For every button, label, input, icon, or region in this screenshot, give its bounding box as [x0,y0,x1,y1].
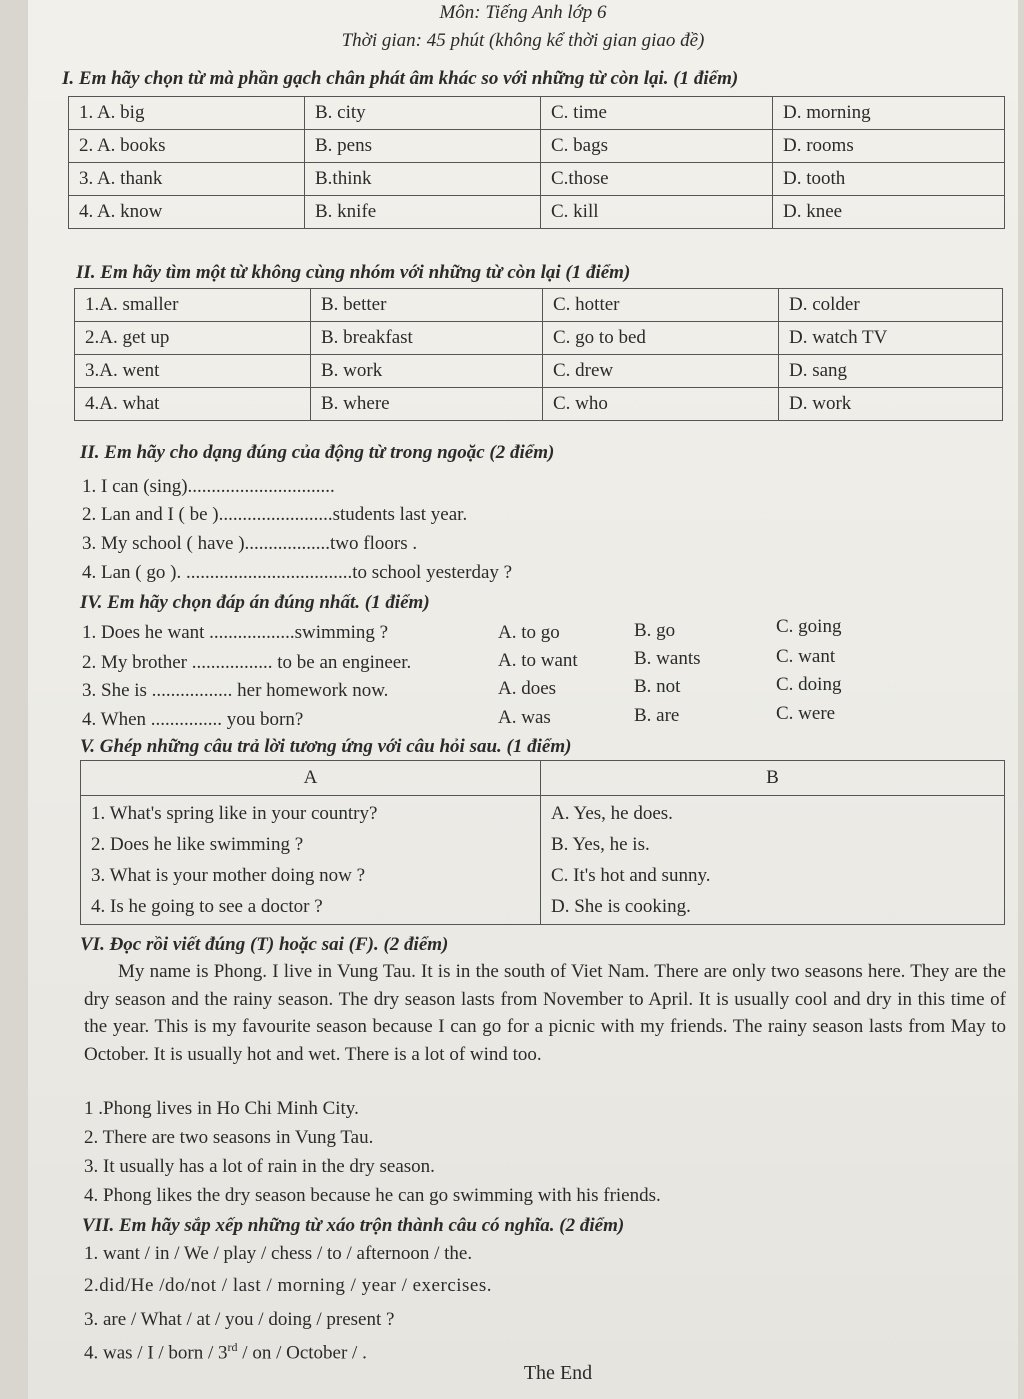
list-item: A. Yes, he does. [551,803,673,824]
cell: C. go to bed [543,322,779,355]
table-row [69,196,1005,229]
section4-title: IV. Em hãy chọn đáp án đúng nhất. (1 điểm) [80,592,430,613]
cell: 1.A. smaller [75,289,311,322]
cell: D. morning [773,97,1005,130]
cell: C. kill [541,196,773,229]
tf-statement-4: 4. Phong likes the dry season because he can go swimming with his friends. [84,1185,661,1206]
verb-item-4: 4. Lan ( go ). ...................................to school yesterday ? [82,562,513,583]
cell: D. tooth [773,163,1005,196]
table-row [75,322,1003,355]
subject-heading: Môn: Tiếng Anh lớp 6 [439,2,607,23]
mc-option-c: C. were [776,703,836,724]
cell: C. time [541,97,773,130]
column-a-header: A [81,761,541,796]
mc-option-c: C. going [776,616,842,637]
table-row [75,289,1003,322]
cell: B. where [311,388,543,421]
section1-table [68,96,1005,229]
table-row [69,130,1005,163]
reorder-item-1: 1. want / in / We / play / chess / to / afternoon / the. [84,1243,473,1264]
reorder-item-3: 3. are / What / at / you / doing / present ? [84,1309,395,1330]
cell: B. city [305,97,541,130]
cell: 4.A. what [75,388,311,421]
cell: 3.A. went [75,355,311,388]
mc-option-b: B. are [634,705,680,726]
list-item: 1. What's spring like in your country? [91,803,378,824]
verb-item-1: 1. I can (sing)............................... [82,476,335,497]
section3-title: II. Em hãy cho dạng đúng của động từ trong ngoặc (2 điểm) [80,442,555,463]
mc-option-c: C. doing [776,674,842,695]
cell: D. watch TV [779,322,1003,355]
mc-option-b: B. go [634,620,676,641]
reorder-item-4-end: / on / October / . [237,1342,367,1364]
section5-title: V. Ghép những câu trả lời tương ứng với câu hỏi sau. (1 điểm) [80,736,572,757]
table-row [69,163,1005,196]
mc-option-a: A. does [498,678,557,699]
table-row [69,97,1005,130]
answers-cell [541,796,1005,925]
list-item: 4. Is he going to see a doctor ? [91,896,323,917]
cell: B. pens [305,130,541,163]
mc-option-b: B. wants [634,648,701,669]
the-end-footer: The End [523,1362,593,1384]
section2-table [74,288,1003,421]
cell: C.those [541,163,773,196]
exam-paper [28,0,1018,1399]
mc-question-2: 2. My brother ................. to be an engineer. [82,652,412,673]
verb-item-3: 3. My school ( have )..................two floors . [82,533,418,554]
questions-cell [81,796,541,925]
table-row [75,355,1003,388]
cell: D. knee [773,196,1005,229]
list-item: D. She is cooking. [551,896,691,917]
reading-passage [84,958,1006,1068]
ordinal-suffix: rd [227,1340,238,1354]
table-row [75,388,1003,421]
mc-option-b: B. not [634,676,681,697]
cell: B. knife [305,196,541,229]
cell: B. better [311,289,543,322]
cell: D. sang [779,355,1003,388]
mc-question-3: 3. She is ................. her homework now. [82,680,389,701]
verb-item-2: 2. Lan and I ( be )........................students last year. [82,504,468,525]
matching-table [80,760,1005,925]
mc-option-c: C. want [776,646,836,667]
tf-statement-2: 2. There are two seasons in Vung Tau. [84,1127,374,1148]
cell: D. work [779,388,1003,421]
reorder-item-2: 2.did/He /do/not / last / morning / year / exercises. [84,1275,493,1296]
cell: B. work [311,355,543,388]
list-item: 3. What is your mother doing now ? [91,865,366,886]
mc-option-a: A. to go [498,622,560,643]
list-item: 2. Does he like swimming ? [91,834,304,855]
cell: B.think [305,163,541,196]
reorder-item-4 [84,1340,367,1364]
cell: C. who [543,388,779,421]
mc-option-a: A. to want [498,650,578,671]
cell: C. drew [543,355,779,388]
section6-title: VI. Đọc rồi viết đúng (T) hoặc sai (F). (2 điểm) [80,934,449,955]
mc-question-4: 4. When ............... you born? [82,709,304,730]
section2-title: II. Em hãy tìm một từ không cùng nhóm với những từ còn lại (1 điểm) [76,262,631,283]
section7-title: VII. Em hãy sắp xếp những từ xáo trộn thành câu có nghĩa. (2 điểm) [82,1215,625,1236]
column-b-header: B [541,761,1005,796]
cell: 4. A. know [69,196,305,229]
cell: C. bags [541,130,773,163]
cell: B. breakfast [311,322,543,355]
tf-statement-3: 3. It usually has a lot of rain in the dry season. [84,1156,435,1177]
list-item: B. Yes, he is. [551,834,650,855]
cell: 3. A. thank [69,163,305,196]
tf-statement-1: 1 .Phong lives in Ho Chi Minh City. [84,1098,359,1119]
list-item: C. It's hot and sunny. [551,865,711,886]
cell: C. hotter [543,289,779,322]
cell: 1. A. big [69,97,305,130]
cell: D. colder [779,289,1003,322]
section1-title: I. Em hãy chọn từ mà phần gạch chân phát âm khác so với những từ còn lại. (1 điểm) [62,68,739,89]
mc-option-a: A. was [498,707,551,728]
cell: 2.A. get up [75,322,311,355]
cell: D. rooms [773,130,1005,163]
passage-text: My name is Phong. I live in Vung Tau. It is in the south of Viet Nam. There are only two seasons here. They are the dry season and the rainy season. The dry season lasts from November to April. It is usually cool and dry in this time of the year. This is my favourite season because I can go for a picnic with my friends. The rainy season lasts from May to October. It is usually hot and wet. There is a lot of wind too. [84,961,1006,1065]
mc-question-1: 1. Does he want ..................swimming ? [82,622,389,643]
cell: 2. A. books [69,130,305,163]
reorder-item-4-start: 4. was / I / born / 3 [84,1342,228,1364]
time-heading: Thời gian: 45 phút (không kể thời gian giao đề) [341,30,705,51]
